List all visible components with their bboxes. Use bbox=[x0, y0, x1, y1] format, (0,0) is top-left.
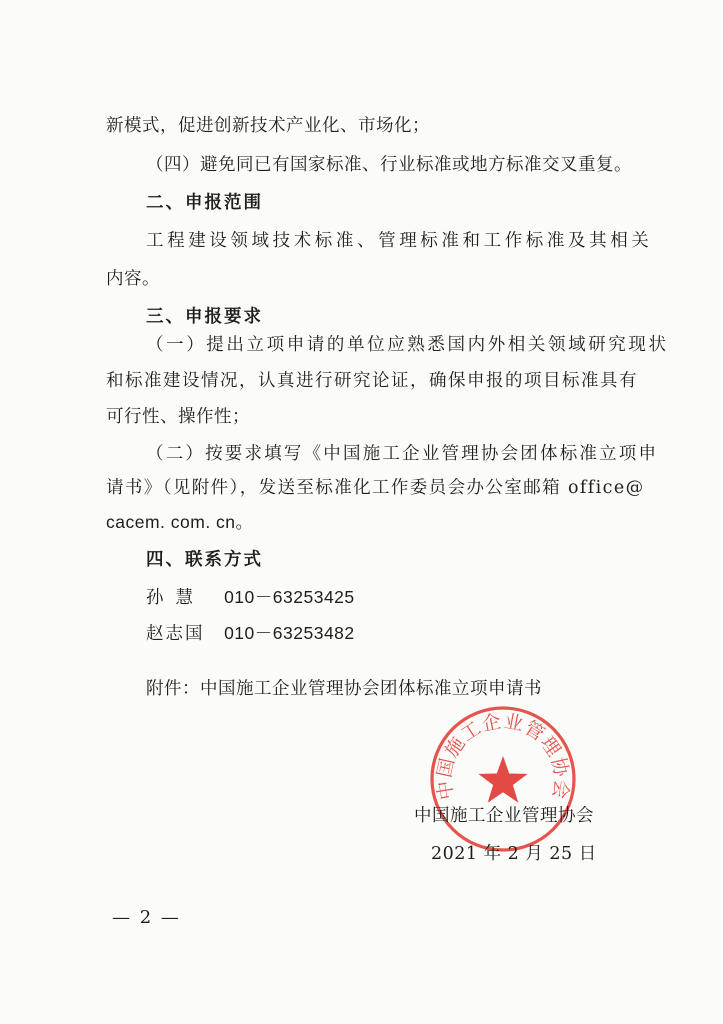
paragraph-line: 和标准建设情况，认真进行研究论证，确保申报的项目标准具有 bbox=[106, 371, 638, 391]
page-number: — 2 — bbox=[112, 907, 181, 928]
section-heading: 四、联系方式 bbox=[146, 550, 263, 570]
paragraph-line: 可行性、操作性； bbox=[106, 407, 250, 427]
paragraph-line: cacem. com. cn。 bbox=[106, 512, 254, 532]
contact-phone: 010－63253482 bbox=[224, 623, 355, 643]
paragraph-line: 工程建设领域技术标准、管理标准和工作标准及其相关 bbox=[146, 231, 653, 251]
contact-name: 孙慧 bbox=[146, 588, 205, 608]
paragraph-line: 内容。 bbox=[106, 269, 160, 289]
section-heading: 三、申报要求 bbox=[146, 307, 263, 327]
paragraph-line: （一）提出立项申请的单位应熟悉国内外相关领域研究现状 bbox=[146, 335, 669, 355]
contact-row bbox=[146, 586, 355, 609]
contact-row bbox=[146, 622, 355, 645]
svg-text:中国施工企业管理协会: 中国施工企业管理协会 bbox=[433, 710, 573, 802]
contact-name: 赵志国 bbox=[146, 624, 205, 644]
signature-org: 中国施工企业管理协会 bbox=[414, 806, 594, 826]
official-seal bbox=[428, 704, 578, 854]
paragraph-line: （四）避免同已有国家标准、行业标准或地方标准交叉重复。 bbox=[146, 155, 632, 175]
attachment-note: 附件：中国施工企业管理协会团体标准立项申请书 bbox=[146, 679, 542, 699]
paragraph-line: （二）按要求填写《中国施工企业管理协会团体标准立项申 bbox=[146, 444, 659, 464]
paragraph-line: 新模式，促进创新技术产业化、市场化； bbox=[106, 116, 430, 136]
contact-phone: 010－63253425 bbox=[224, 587, 355, 607]
signature-date: 2021 年 2 月 25 日 bbox=[431, 844, 597, 864]
seal-star-icon bbox=[478, 756, 527, 803]
section-heading: 二、申报范围 bbox=[146, 193, 263, 213]
paragraph-line: 请书》（见附件），发送至标准化工作委员会办公室邮箱 office@ bbox=[106, 478, 645, 498]
